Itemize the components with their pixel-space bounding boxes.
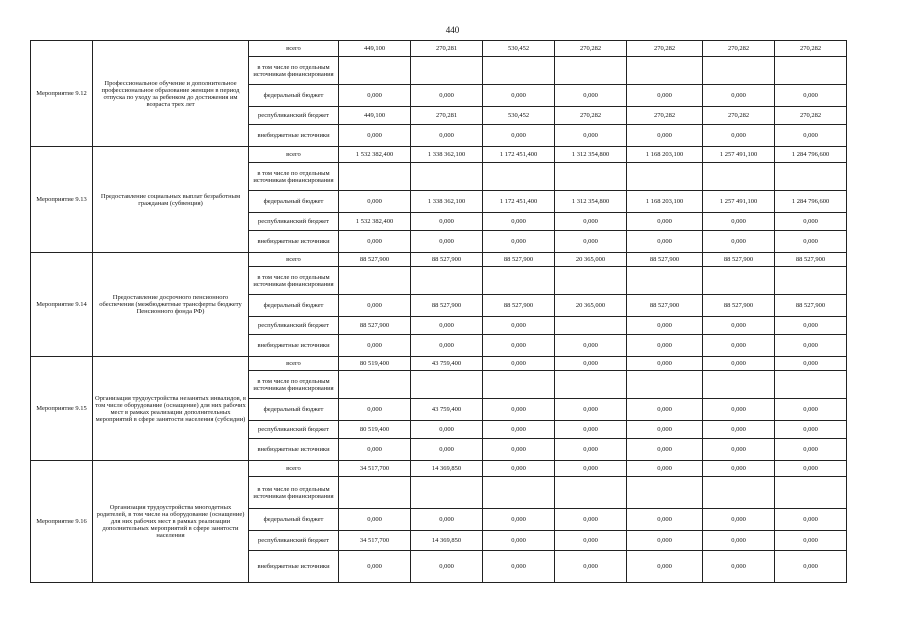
measure-code: Мероприятие 9.15	[31, 357, 93, 461]
amount-cell: 449,100	[339, 107, 411, 125]
amount-cell: 0,000	[627, 509, 703, 531]
funding-source-label: федеральный бюджет	[249, 295, 339, 317]
amount-cell: 530,452	[483, 107, 555, 125]
amount-cell: 14 369,850	[411, 461, 483, 477]
funding-source-label: внебюджетные источники	[249, 125, 339, 147]
amount-cell: 270,282	[555, 107, 627, 125]
amount-cell: 88 527,900	[483, 295, 555, 317]
amount-cell	[483, 477, 555, 509]
amount-cell	[775, 57, 847, 85]
amount-cell: 0,000	[483, 421, 555, 439]
amount-cell: 0,000	[483, 357, 555, 371]
amount-cell: 0,000	[703, 551, 775, 583]
amount-cell: 0,000	[483, 231, 555, 253]
amount-cell: 34 517,700	[339, 461, 411, 477]
amount-cell	[483, 371, 555, 399]
amount-cell: 1 312 354,800	[555, 191, 627, 213]
amount-cell: 0,000	[555, 461, 627, 477]
amount-cell: 0,000	[775, 421, 847, 439]
amount-cell: 0,000	[703, 85, 775, 107]
amount-cell: 1 172 451,400	[483, 191, 555, 213]
amount-cell	[775, 163, 847, 191]
amount-cell: 88 527,900	[339, 253, 411, 267]
amount-cell: 0,000	[703, 213, 775, 231]
amount-cell: 0,000	[627, 551, 703, 583]
amount-cell	[411, 267, 483, 295]
amount-cell: 0,000	[627, 399, 703, 421]
amount-cell	[483, 267, 555, 295]
amount-cell: 270,282	[775, 107, 847, 125]
amount-cell	[483, 57, 555, 85]
amount-cell: 0,000	[627, 335, 703, 357]
amount-cell: 80 519,400	[339, 357, 411, 371]
measure-code: Мероприятие 9.13	[31, 147, 93, 253]
amount-cell: 0,000	[627, 461, 703, 477]
amount-cell: 0,000	[703, 125, 775, 147]
measure-code: Мероприятие 9.16	[31, 461, 93, 583]
table-row	[31, 357, 847, 371]
measure-code: Мероприятие 9.12	[31, 41, 93, 147]
amount-cell: 0,000	[555, 85, 627, 107]
amount-cell: 0,000	[627, 357, 703, 371]
amount-cell	[555, 477, 627, 509]
amount-cell: 88 527,900	[339, 317, 411, 335]
amount-cell	[627, 267, 703, 295]
table-row	[31, 461, 847, 477]
funding-source-label: республиканский бюджет	[249, 107, 339, 125]
amount-cell	[627, 371, 703, 399]
funding-source-label: в том числе по отдельным источникам финансирования	[249, 267, 339, 295]
funding-source-label: федеральный бюджет	[249, 399, 339, 421]
amount-cell: 0,000	[627, 421, 703, 439]
funding-source-label: республиканский бюджет	[249, 421, 339, 439]
amount-cell: 0,000	[339, 509, 411, 531]
amount-cell: 1 312 354,800	[555, 147, 627, 163]
amount-cell: 0,000	[627, 213, 703, 231]
amount-cell: 0,000	[555, 531, 627, 551]
amount-cell: 0,000	[339, 191, 411, 213]
amount-cell: 0,000	[627, 125, 703, 147]
amount-cell: 20 365,000	[555, 253, 627, 267]
amount-cell: 0,000	[703, 421, 775, 439]
amount-cell: 0,000	[411, 85, 483, 107]
amount-cell: 0,000	[627, 85, 703, 107]
measure-code: Мероприятие 9.14	[31, 253, 93, 357]
funding-source-label: всего	[249, 461, 339, 477]
amount-cell: 0,000	[483, 125, 555, 147]
amount-cell: 0,000	[555, 421, 627, 439]
amount-cell: 1 168 203,100	[627, 191, 703, 213]
funding-source-label: всего	[249, 253, 339, 267]
amount-cell: 0,000	[703, 335, 775, 357]
amount-cell: 0,000	[339, 295, 411, 317]
amount-cell: 0,000	[411, 509, 483, 531]
amount-cell	[555, 267, 627, 295]
amount-cell	[703, 477, 775, 509]
amount-cell: 0,000	[627, 231, 703, 253]
amount-cell: 0,000	[775, 509, 847, 531]
amount-cell	[703, 267, 775, 295]
amount-cell: 20 365,000	[555, 295, 627, 317]
amount-cell: 88 527,900	[483, 253, 555, 267]
funding-source-label: внебюджетные источники	[249, 551, 339, 583]
amount-cell: 0,000	[483, 461, 555, 477]
amount-cell	[339, 163, 411, 191]
funding-source-label: в том числе по отдельным источникам финансирования	[249, 477, 339, 509]
amount-cell: 0,000	[483, 551, 555, 583]
amount-cell	[703, 57, 775, 85]
amount-cell	[483, 163, 555, 191]
amount-cell: 0,000	[627, 317, 703, 335]
amount-cell	[411, 57, 483, 85]
amount-cell	[555, 317, 627, 335]
amount-cell: 270,282	[703, 41, 775, 57]
funding-source-label: республиканский бюджет	[249, 531, 339, 551]
amount-cell: 0,000	[339, 399, 411, 421]
amount-cell: 88 527,900	[775, 295, 847, 317]
amount-cell: 1 168 203,100	[627, 147, 703, 163]
amount-cell: 1 338 362,100	[411, 147, 483, 163]
measure-title: Профессиональное обучение и дополнительное профессиональное образование женщин в период отпуска по уходу за ребенком до достижения им возраста трех лет	[93, 41, 249, 147]
measure-title: Организация трудоустройства многодетных родителей, в том числе на оборудование (оснащение) для них рабочих мест в рамках реализации дополнительных мероприятий в сфере занятости населения	[93, 461, 249, 583]
funding-source-label: внебюджетные источники	[249, 335, 339, 357]
amount-cell: 0,000	[483, 531, 555, 551]
amount-cell	[339, 57, 411, 85]
amount-cell: 88 527,900	[411, 295, 483, 317]
amount-cell: 0,000	[411, 439, 483, 461]
amount-cell	[775, 477, 847, 509]
funding-source-label: в том числе по отдельным источникам финансирования	[249, 163, 339, 191]
amount-cell: 0,000	[555, 125, 627, 147]
amount-cell: 0,000	[775, 357, 847, 371]
funding-source-label: федеральный бюджет	[249, 509, 339, 531]
amount-cell	[411, 371, 483, 399]
budget-table	[30, 40, 847, 583]
funding-source-label: всего	[249, 41, 339, 57]
amount-cell	[703, 371, 775, 399]
amount-cell: 1 257 491,100	[703, 147, 775, 163]
amount-cell: 0,000	[775, 335, 847, 357]
amount-cell	[339, 477, 411, 509]
amount-cell: 0,000	[775, 213, 847, 231]
funding-source-label: внебюджетные источники	[249, 439, 339, 461]
amount-cell: 0,000	[555, 509, 627, 531]
amount-cell: 0,000	[339, 125, 411, 147]
table-row	[31, 253, 847, 267]
amount-cell: 0,000	[555, 551, 627, 583]
amount-cell: 0,000	[483, 509, 555, 531]
amount-cell: 0,000	[775, 531, 847, 551]
amount-cell: 88 527,900	[775, 253, 847, 267]
amount-cell: 0,000	[775, 461, 847, 477]
amount-cell: 43 759,400	[411, 399, 483, 421]
amount-cell: 0,000	[411, 317, 483, 335]
amount-cell: 88 527,900	[627, 253, 703, 267]
amount-cell: 530,452	[483, 41, 555, 57]
amount-cell: 270,282	[703, 107, 775, 125]
amount-cell	[627, 163, 703, 191]
amount-cell: 0,000	[775, 317, 847, 335]
amount-cell: 0,000	[775, 231, 847, 253]
amount-cell	[555, 163, 627, 191]
amount-cell: 0,000	[775, 85, 847, 107]
amount-cell: 0,000	[483, 213, 555, 231]
amount-cell	[555, 57, 627, 85]
amount-cell: 0,000	[411, 231, 483, 253]
amount-cell	[339, 371, 411, 399]
amount-cell: 0,000	[775, 551, 847, 583]
amount-cell: 1 532 382,400	[339, 213, 411, 231]
amount-cell: 0,000	[703, 231, 775, 253]
amount-cell: 88 527,900	[703, 253, 775, 267]
amount-cell: 270,282	[555, 41, 627, 57]
funding-source-label: в том числе по отдельным источникам финансирования	[249, 57, 339, 85]
amount-cell	[627, 57, 703, 85]
amount-cell: 1 257 491,100	[703, 191, 775, 213]
amount-cell: 0,000	[339, 551, 411, 583]
amount-cell: 0,000	[483, 335, 555, 357]
funding-source-label: федеральный бюджет	[249, 85, 339, 107]
funding-source-label: республиканский бюджет	[249, 213, 339, 231]
amount-cell: 0,000	[703, 399, 775, 421]
amount-cell: 0,000	[555, 439, 627, 461]
amount-cell: 270,281	[411, 41, 483, 57]
amount-cell: 0,000	[339, 231, 411, 253]
measure-title: Предоставление досрочного пенсионного обеспечения (межбюджетные трансферты бюджету Пенсионного фонда РФ)	[93, 253, 249, 357]
amount-cell: 14 369,850	[411, 531, 483, 551]
amount-cell: 270,282	[627, 107, 703, 125]
amount-cell: 0,000	[555, 231, 627, 253]
measure-title: Предоставление социальных выплат безработным гражданам (субвенция)	[93, 147, 249, 253]
amount-cell	[703, 163, 775, 191]
amount-cell: 0,000	[627, 439, 703, 461]
amount-cell: 0,000	[411, 335, 483, 357]
funding-source-label: республиканский бюджет	[249, 317, 339, 335]
amount-cell: 43 759,400	[411, 357, 483, 371]
amount-cell: 1 284 796,600	[775, 147, 847, 163]
amount-cell: 0,000	[775, 399, 847, 421]
page-number: 440	[445, 25, 460, 35]
amount-cell	[339, 267, 411, 295]
funding-source-label: внебюджетные источники	[249, 231, 339, 253]
amount-cell: 0,000	[703, 357, 775, 371]
measure-title: Организация трудоустройства незанятых инвалидов, в том числе оборудование (оснащение) для них рабочих мест в рамках реализации дополнительных мероприятий в сфере занятости населения (субсидии)	[93, 357, 249, 461]
amount-cell	[555, 371, 627, 399]
amount-cell: 0,000	[339, 335, 411, 357]
amount-cell	[411, 163, 483, 191]
amount-cell: 0,000	[703, 461, 775, 477]
amount-cell: 88 527,900	[627, 295, 703, 317]
amount-cell: 88 527,900	[411, 253, 483, 267]
amount-cell: 1 172 451,400	[483, 147, 555, 163]
amount-cell: 0,000	[703, 439, 775, 461]
amount-cell: 0,000	[703, 317, 775, 335]
amount-cell	[411, 477, 483, 509]
table-row	[31, 41, 847, 57]
amount-cell: 1 284 796,600	[775, 191, 847, 213]
funding-source-label: в том числе по отдельным источникам финансирования	[249, 371, 339, 399]
table-row	[31, 147, 847, 163]
amount-cell: 0,000	[627, 531, 703, 551]
amount-cell	[775, 267, 847, 295]
funding-source-label: федеральный бюджет	[249, 191, 339, 213]
amount-cell: 0,000	[411, 551, 483, 583]
amount-cell: 270,281	[411, 107, 483, 125]
amount-cell: 1 338 362,100	[411, 191, 483, 213]
amount-cell: 0,000	[703, 509, 775, 531]
amount-cell	[775, 371, 847, 399]
amount-cell: 0,000	[411, 421, 483, 439]
amount-cell: 0,000	[483, 85, 555, 107]
amount-cell: 88 527,900	[703, 295, 775, 317]
amount-cell: 0,000	[411, 125, 483, 147]
funding-source-label: всего	[249, 357, 339, 371]
amount-cell: 80 519,400	[339, 421, 411, 439]
amount-cell: 0,000	[703, 531, 775, 551]
amount-cell: 0,000	[775, 439, 847, 461]
funding-source-label: всего	[249, 147, 339, 163]
amount-cell: 270,282	[627, 41, 703, 57]
amount-cell: 0,000	[775, 125, 847, 147]
amount-cell: 0,000	[483, 317, 555, 335]
amount-cell: 0,000	[483, 439, 555, 461]
amount-cell: 0,000	[483, 399, 555, 421]
amount-cell: 0,000	[339, 85, 411, 107]
amount-cell: 34 517,700	[339, 531, 411, 551]
amount-cell: 0,000	[411, 213, 483, 231]
amount-cell: 0,000	[339, 439, 411, 461]
amount-cell: 449,100	[339, 41, 411, 57]
amount-cell: 0,000	[555, 399, 627, 421]
amount-cell	[627, 477, 703, 509]
amount-cell: 270,282	[775, 41, 847, 57]
amount-cell: 0,000	[555, 213, 627, 231]
amount-cell: 1 532 382,400	[339, 147, 411, 163]
amount-cell: 0,000	[555, 357, 627, 371]
amount-cell: 0,000	[555, 335, 627, 357]
